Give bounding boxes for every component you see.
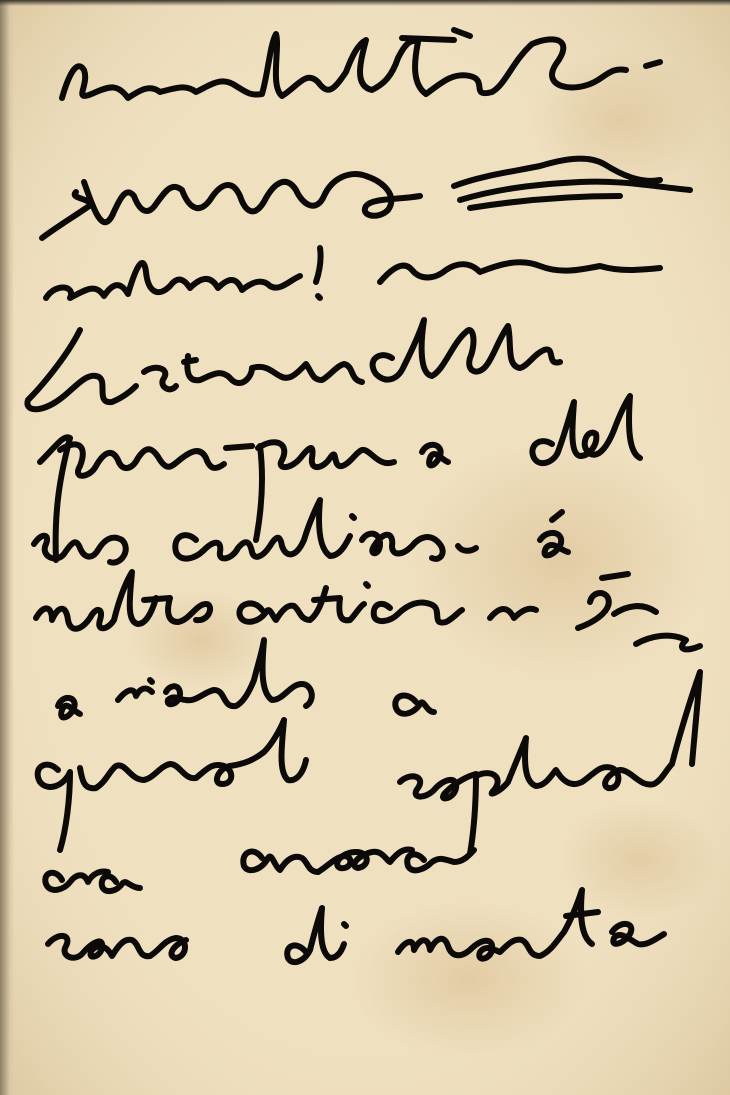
word-sephiord — [400, 672, 700, 854]
scribble-line-1 — [62, 34, 626, 98]
scribble-line-3-mark — [316, 248, 321, 298]
word-della — [373, 320, 560, 380]
word-ancora — [243, 850, 474, 873]
word-e-2 — [58, 698, 80, 717]
word-era — [45, 871, 140, 891]
scribble-line-3 — [46, 263, 300, 298]
word-e — [422, 445, 448, 466]
word-mente — [398, 890, 664, 959]
word-suo — [34, 536, 126, 563]
word-a — [395, 695, 434, 713]
scribble-line-2 — [42, 174, 420, 238]
word-risale — [118, 640, 312, 706]
scribble-line-2-strike — [454, 159, 690, 208]
word-e-accent — [540, 512, 568, 555]
word-quando — [38, 720, 306, 850]
word-antica — [239, 584, 462, 623]
word-molto — [36, 572, 210, 629]
word-la — [27, 330, 136, 409]
word-sano — [48, 936, 186, 958]
word-storia — [144, 356, 362, 389]
word-del — [532, 396, 640, 463]
word-cavaliere — [175, 500, 476, 559]
scribble-line-3-tail — [380, 262, 660, 282]
word-di — [287, 908, 346, 962]
scribble-after-antica — [490, 574, 700, 649]
